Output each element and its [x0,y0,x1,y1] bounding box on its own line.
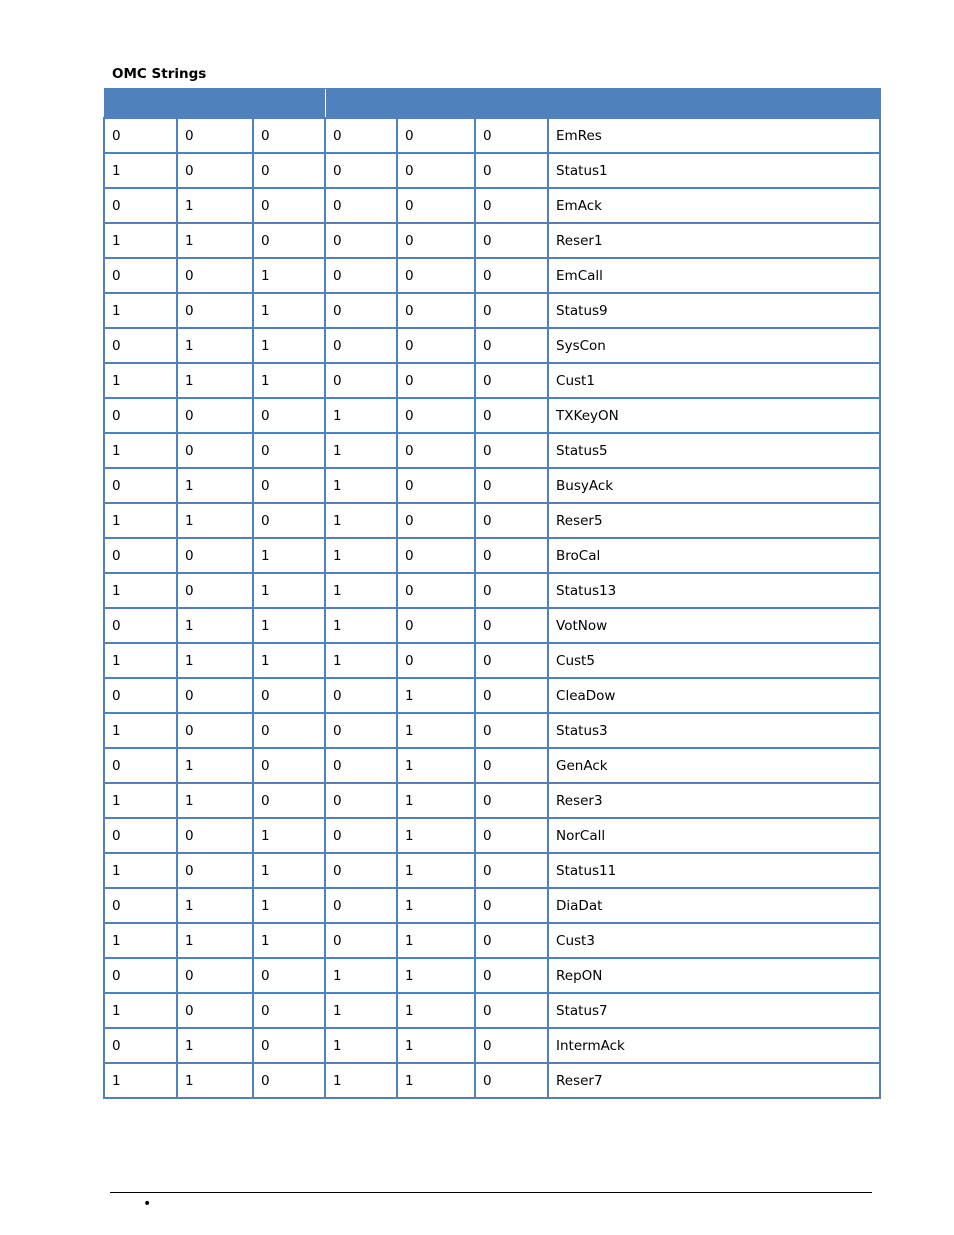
table-row [104,293,880,328]
bit-cell: 1 [397,748,475,783]
table-row [104,573,880,608]
bit-cell: 1 [104,993,177,1028]
bit-cell: 1 [104,223,177,258]
bit-cell: 0 [475,1063,548,1098]
bit-cell: 0 [475,223,548,258]
bit-cell: 0 [397,153,475,188]
bit-cell: 0 [475,433,548,468]
bit-cell: 1 [177,223,253,258]
bit-cell: 1 [253,293,325,328]
bit-cell: 0 [475,293,548,328]
bit-cell: 1 [253,888,325,923]
bit-cell: 1 [397,853,475,888]
bit-cell: 0 [104,818,177,853]
table-row [104,153,880,188]
bit-cell: 1 [104,923,177,958]
bit-cell: 1 [104,783,177,818]
bit-cell: 0 [397,258,475,293]
bit-cell: 0 [325,923,397,958]
bit-cell: 1 [325,433,397,468]
bit-cell: 0 [104,258,177,293]
bit-cell: 0 [325,188,397,223]
bit-cell: 0 [475,328,548,363]
bit-cell: 0 [177,398,253,433]
bit-cell: 0 [177,293,253,328]
bit-cell: 0 [104,1028,177,1063]
bit-cell: 1 [177,188,253,223]
bit-cell: 1 [325,643,397,678]
bit-cell: 0 [397,363,475,398]
bit-cell: 1 [253,818,325,853]
table-header-row [104,89,880,119]
bit-cell: 0 [177,993,253,1028]
bit-cell: 0 [104,328,177,363]
string-name-cell: Reser3 [548,783,880,818]
bit-cell: 1 [177,468,253,503]
bit-cell: 0 [104,538,177,573]
bit-cell: 1 [325,993,397,1028]
bit-cell: 0 [104,678,177,713]
bit-cell: 0 [104,118,177,153]
table-row [104,398,880,433]
bit-cell: 1 [397,958,475,993]
bit-cell: 1 [253,538,325,573]
bit-cell: 0 [325,258,397,293]
bit-cell: 0 [325,853,397,888]
string-name-cell: EmCall [548,258,880,293]
bit-cell: 0 [325,678,397,713]
bit-cell: 1 [104,1063,177,1098]
table-row [104,748,880,783]
bit-cell: 0 [253,153,325,188]
string-name-cell: RepON [548,958,880,993]
bit-cell: 0 [397,223,475,258]
bit-cell: 0 [475,538,548,573]
bit-cell: 0 [475,678,548,713]
bit-cell: 0 [475,188,548,223]
bit-cell: 1 [104,573,177,608]
section-title: OMC Strings [112,66,207,82]
header-group-left [104,89,325,119]
bit-cell: 1 [325,538,397,573]
bit-cell: 0 [397,118,475,153]
bit-cell: 0 [253,1063,325,1098]
bit-cell: 0 [397,328,475,363]
string-name-cell: Cust3 [548,923,880,958]
string-name-cell: Reser7 [548,1063,880,1098]
bit-cell: 1 [104,433,177,468]
bit-cell: 1 [397,1063,475,1098]
string-name-cell: BusyAck [548,468,880,503]
table-row [104,993,880,1028]
bit-cell: 0 [253,678,325,713]
table-row [104,468,880,503]
bit-cell: 0 [475,573,548,608]
bit-cell: 0 [104,748,177,783]
bit-cell: 1 [325,608,397,643]
bit-cell: 0 [397,433,475,468]
bit-cell: 0 [475,713,548,748]
bit-cell: 0 [253,1028,325,1063]
bit-cell: 0 [253,433,325,468]
table-row [104,1028,880,1063]
string-name-cell: Reser1 [548,223,880,258]
bit-cell: 1 [325,1063,397,1098]
bit-cell: 1 [253,853,325,888]
string-name-cell: EmRes [548,118,880,153]
bit-cell: 0 [253,398,325,433]
bit-cell: 0 [397,188,475,223]
bit-cell: 0 [177,853,253,888]
bit-cell: 1 [177,888,253,923]
bit-cell: 0 [253,223,325,258]
bit-cell: 0 [104,468,177,503]
bit-cell: 0 [475,608,548,643]
table-row [104,118,880,153]
header-group-right [325,89,880,119]
bit-cell: 0 [253,713,325,748]
string-name-cell: NorCall [548,818,880,853]
bit-cell: 0 [475,993,548,1028]
table-row [104,678,880,713]
bit-cell: 1 [104,853,177,888]
bit-cell: 1 [397,783,475,818]
bit-cell: 1 [397,993,475,1028]
table-row [104,328,880,363]
bit-cell: 1 [397,1028,475,1063]
bit-cell: 0 [397,573,475,608]
bit-cell: 0 [177,118,253,153]
bit-cell: 1 [325,468,397,503]
bit-cell: 0 [475,468,548,503]
string-name-cell: BroCal [548,538,880,573]
bit-cell: 0 [475,888,548,923]
bit-cell: 0 [475,643,548,678]
bit-cell: 0 [475,853,548,888]
string-name-cell: Reser5 [548,503,880,538]
bit-cell: 0 [325,153,397,188]
string-name-cell: Status13 [548,573,880,608]
table-row [104,643,880,678]
bit-cell: 0 [325,223,397,258]
bit-cell: 0 [104,608,177,643]
table-row [104,223,880,258]
table-row [104,188,880,223]
bit-cell: 1 [177,328,253,363]
bit-cell: 0 [397,468,475,503]
bit-cell: 0 [475,398,548,433]
bit-cell: 1 [177,608,253,643]
bit-cell: 0 [475,818,548,853]
bit-cell: 0 [177,258,253,293]
bit-cell: 1 [104,293,177,328]
bit-cell: 1 [104,713,177,748]
footer-divider [110,1192,872,1193]
bit-cell: 1 [253,573,325,608]
bit-cell: 0 [397,608,475,643]
bit-cell: 0 [253,188,325,223]
table-row [104,923,880,958]
string-name-cell: IntermAck [548,1028,880,1063]
bit-cell: 0 [475,958,548,993]
bit-cell: 1 [253,258,325,293]
bit-cell: 0 [475,118,548,153]
table-row [104,783,880,818]
string-name-cell: Cust5 [548,643,880,678]
bit-cell: 1 [104,153,177,188]
table-row [104,258,880,293]
bit-cell: 0 [325,293,397,328]
bit-cell: 1 [177,503,253,538]
bit-cell: 0 [397,293,475,328]
string-name-cell: Status1 [548,153,880,188]
bit-cell: 1 [177,748,253,783]
table-row [104,888,880,923]
bit-cell: 0 [253,503,325,538]
table-row [104,538,880,573]
bit-cell: 1 [253,608,325,643]
table-row [104,503,880,538]
table-row [104,713,880,748]
bit-cell: 0 [177,818,253,853]
table-row [104,958,880,993]
bit-cell: 0 [475,503,548,538]
bit-cell: 0 [253,118,325,153]
bit-cell: 1 [253,643,325,678]
table-row [104,818,880,853]
bit-cell: 0 [397,398,475,433]
string-name-cell: Status7 [548,993,880,1028]
string-name-cell: GenAck [548,748,880,783]
bit-cell: 0 [325,118,397,153]
bit-cell: 0 [177,153,253,188]
bit-cell: 0 [475,153,548,188]
string-name-cell: VotNow [548,608,880,643]
bit-cell: 0 [475,363,548,398]
bit-cell: 1 [397,713,475,748]
bit-cell: 0 [253,958,325,993]
bit-cell: 1 [325,398,397,433]
table-row [104,608,880,643]
string-name-cell: Status9 [548,293,880,328]
bit-cell: 0 [104,888,177,923]
bit-cell: 0 [325,888,397,923]
bit-cell: 0 [325,818,397,853]
bit-cell: 1 [253,923,325,958]
bit-cell: 0 [177,538,253,573]
bit-cell: 1 [177,1063,253,1098]
string-name-cell: DiaDat [548,888,880,923]
bit-cell: 0 [475,1028,548,1063]
bit-cell: 0 [325,783,397,818]
bit-cell: 0 [475,923,548,958]
omc-strings-table [103,88,881,1099]
string-name-cell: SysCon [548,328,880,363]
bit-cell: 0 [325,363,397,398]
bit-cell: 1 [177,643,253,678]
bit-cell: 0 [475,783,548,818]
bit-cell: 0 [177,713,253,748]
bit-cell: 0 [253,783,325,818]
string-name-cell: Status3 [548,713,880,748]
bit-cell: 1 [325,573,397,608]
bit-cell: 0 [475,258,548,293]
bit-cell: 1 [325,503,397,538]
bit-cell: 1 [104,643,177,678]
bit-cell: 0 [177,678,253,713]
bit-cell: 1 [177,363,253,398]
string-name-cell: TXKeyON [548,398,880,433]
bit-cell: 0 [104,188,177,223]
bit-cell: 1 [177,1028,253,1063]
bit-cell: 1 [104,363,177,398]
string-name-cell: CleaDow [548,678,880,713]
bit-cell: 0 [104,958,177,993]
string-name-cell: Cust1 [548,363,880,398]
table-body [104,118,880,1098]
bit-cell: 0 [397,538,475,573]
bit-cell: 0 [397,503,475,538]
bit-cell: 1 [177,923,253,958]
bit-cell: 0 [177,958,253,993]
bit-cell: 0 [253,748,325,783]
table-row [104,853,880,888]
bit-cell: 0 [475,748,548,783]
bit-cell: 0 [177,433,253,468]
footer-bullet: • [143,1196,152,1212]
bit-cell: 1 [104,503,177,538]
bit-cell: 1 [325,1028,397,1063]
bit-cell: 0 [325,713,397,748]
bit-cell: 0 [253,468,325,503]
table-row [104,433,880,468]
table-row [104,363,880,398]
bit-cell: 1 [397,923,475,958]
bit-cell: 0 [177,573,253,608]
bit-cell: 1 [325,958,397,993]
bit-cell: 1 [177,783,253,818]
bit-cell: 0 [325,748,397,783]
string-name-cell: Status11 [548,853,880,888]
bit-cell: 0 [325,328,397,363]
bit-cell: 0 [397,643,475,678]
bit-cell: 1 [397,888,475,923]
string-name-cell: Status5 [548,433,880,468]
string-name-cell: EmAck [548,188,880,223]
bit-cell: 1 [397,678,475,713]
bit-cell: 1 [253,363,325,398]
bit-cell: 1 [253,328,325,363]
table-row [104,1063,880,1098]
bit-cell: 1 [397,818,475,853]
bit-cell: 0 [253,993,325,1028]
bit-cell: 0 [104,398,177,433]
